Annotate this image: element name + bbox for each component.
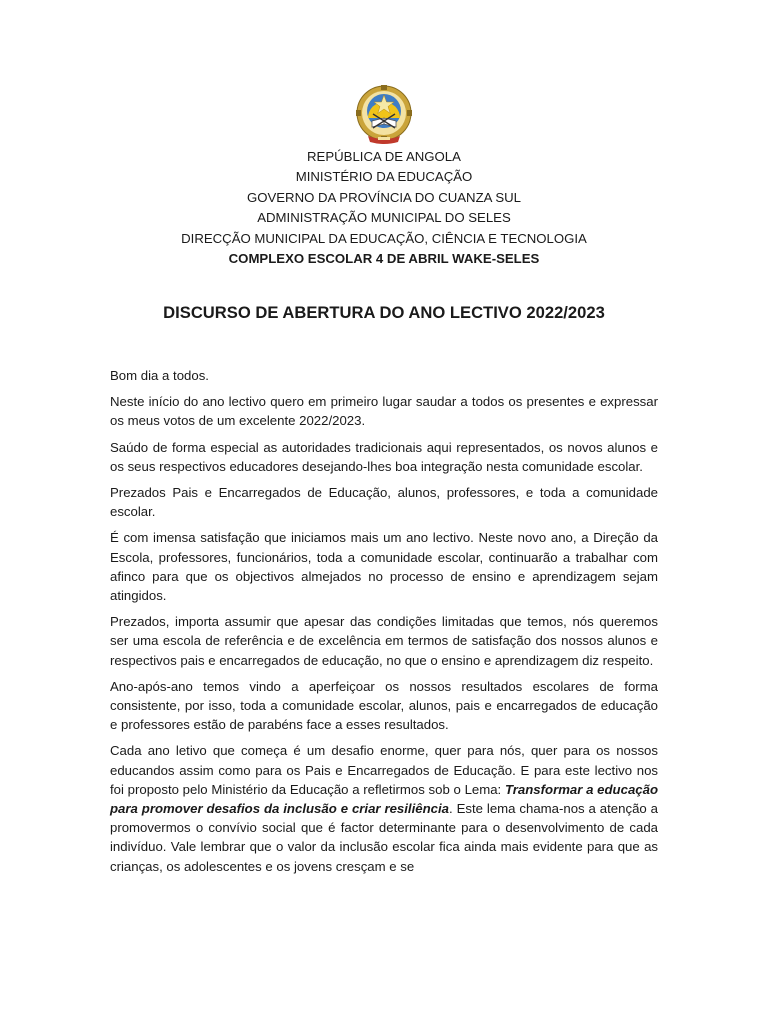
header-line-province: GOVERNO DA PROVÍNCIA DO CUANZA SUL (246, 189, 522, 205)
header-line-school: COMPLEXO ESCOLAR 4 DE ABRIL WAKE-SELES (228, 251, 540, 267)
speech-body (110, 366, 658, 883)
angola-coat-of-arms-icon (354, 84, 414, 146)
paragraph: Prezados, importa assumir que apesar das condições limitadas que temos, nós queremos ser uma escola de referência e de excelência em termos de satisfação dos nossos alunos e respectivos pais e encarregados de educação, no que o ensino e aprendizagem diz respeito. (110, 614, 658, 668)
paragraph: Saúdo de forma especial as autoridades tradicionais aqui representados, os novos alunos e os seus respectivos educadores desejando-lhes boa integração nesta comunidade escolar. (110, 439, 658, 474)
header-line-ministry: MINISTÉRIO DA EDUCAÇÃO (295, 169, 473, 185)
document-title: DISCURSO DE ABERTURA DO ANO LECTIVO 2022/2023 (163, 303, 605, 322)
header-line-municipal-admin: ADMINISTRAÇÃO MUNICIPAL DO SELES (257, 210, 511, 226)
paragraph: Neste início do ano lectivo quero em primeiro lugar saudar a todos os presentes e expressar os meus votos de um excelente 2022/2023. (110, 394, 658, 429)
header-line-republic: REPÚBLICA DE ANGOLA (307, 149, 461, 164)
institution-header (0, 147, 768, 269)
paragraph: É com imensa satisfação que iniciamos mais um ano lectivo. Neste novo ano, a Direção da Escola, professores, funcionários, toda a comunidade escolar, continuarão a trabalhar com afinco para que os objectivos almejados no processo de ensino e aprendizagem sejam atingidos. (110, 530, 658, 604)
motto-text: Transformar a educação para promover desafios da inclusão e criar resiliência (110, 781, 659, 817)
motto-continuation-text: . Este lema chama-nos a atenção a promovermos o convívio social que é factor determinante para o desenvolvimento de cada indivíduo. Vale lembrar que o valor da inclusão escolar fica ainda mais evidente para que as crianças, os adolescentes e os jovens cresçam e se (110, 801, 658, 874)
paragraph: Prezados Pais e Encarregados de Educação, alunos, professores, e toda a comunidade escolar. (110, 485, 658, 520)
paragraph-greeting: Bom dia a todos. (110, 368, 209, 383)
motto-intro-text: Cada ano letivo que começa é um desafio enorme, quer para nós, quer para os nossos educandos assim como para os Pais e Encarregados de Educação. E para este lectivo nos foi proposto pelo Ministério da Educação a refletirmos sob o Lema: (110, 743, 658, 797)
paragraph-motto (110, 741, 658, 875)
paragraph: Ano-após-ano temos vindo a aperfeiçoar os nossos resultados escolares de forma consistente, por isso, toda a comunidade escolar, alunos, pais e encarregados de educação e professores estão de parabéns face a esses resultados. (110, 678, 658, 733)
header-line-directorate: DIRECÇÃO MUNICIPAL DA EDUCAÇÃO, CIÊNCIA E TECNOLOGIA (181, 230, 587, 246)
